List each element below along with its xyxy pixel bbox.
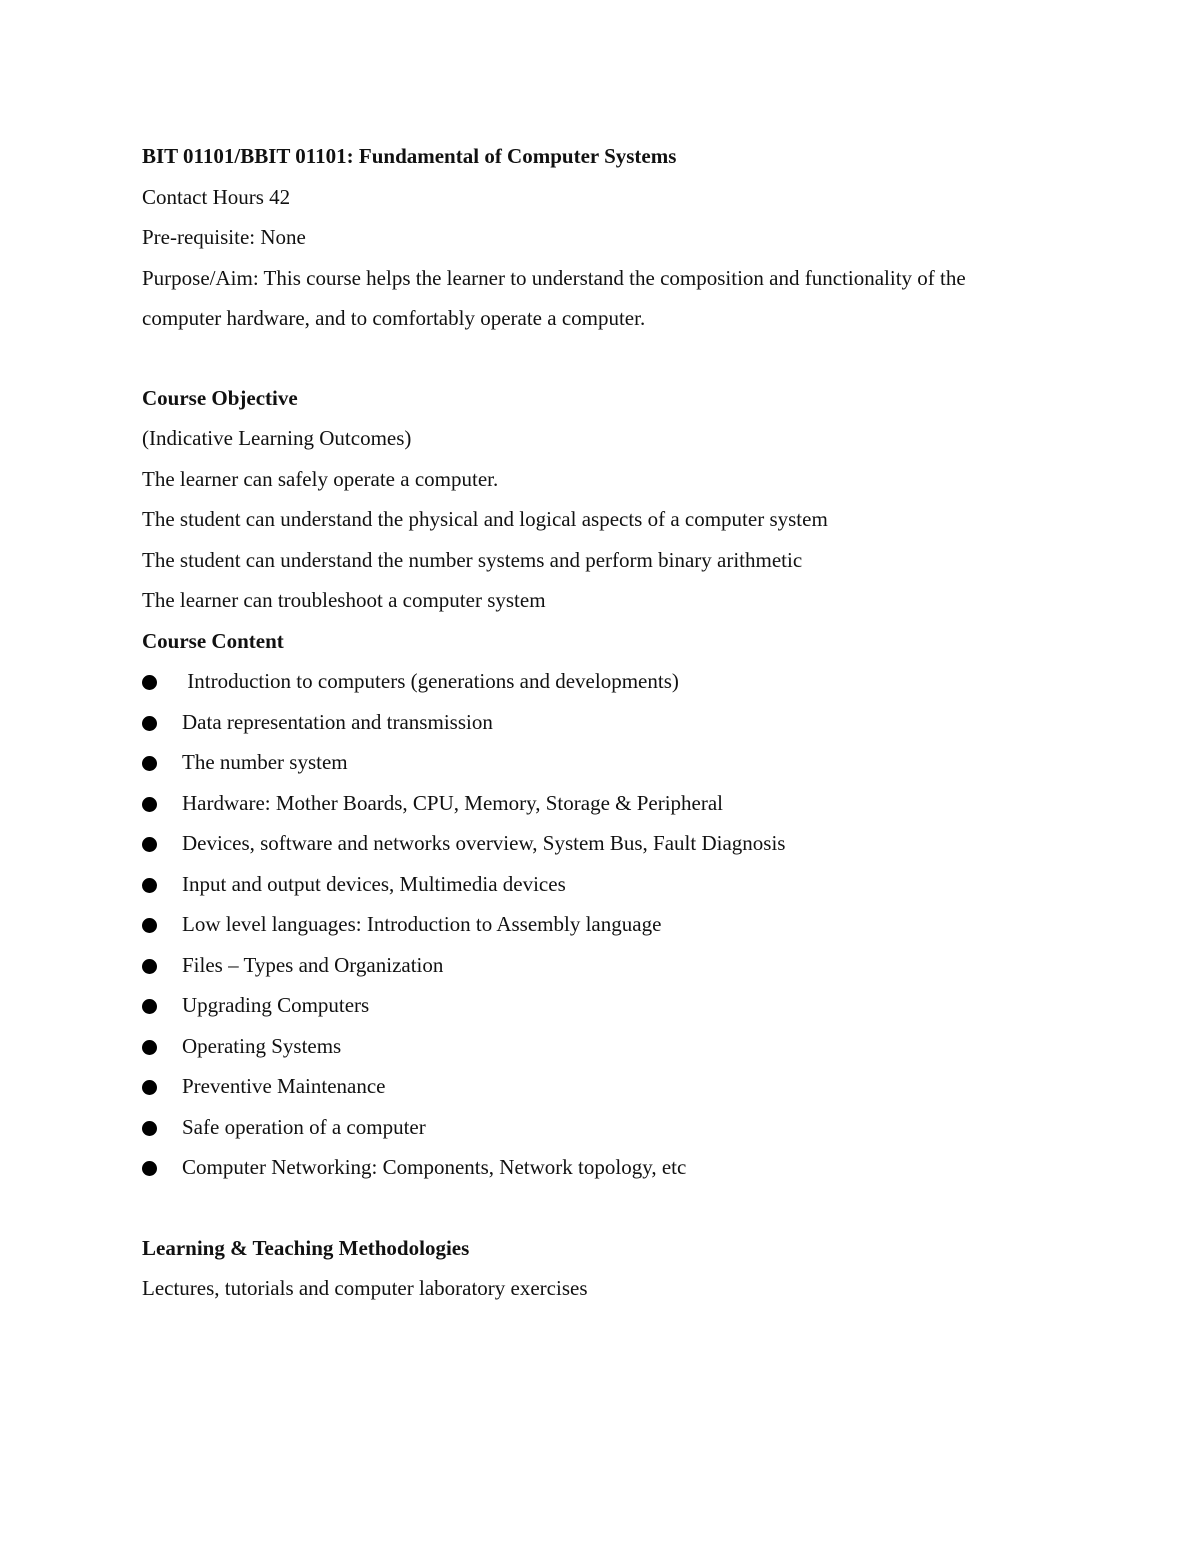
list-item-text: Safe operation of a computer <box>182 1114 426 1139</box>
list-item-text: Hardware: Mother Boards, CPU, Memory, Storage & Peripheral <box>182 790 724 815</box>
methodologies-text: Lectures, tutorials and computer laboratory exercises <box>142 1276 588 1300</box>
list-item <box>142 1030 1102 1071</box>
objective-subheading: (Indicative Learning Outcomes) <box>142 426 412 450</box>
content-heading: Course Content <box>142 628 284 653</box>
methodologies-heading: Learning & Teaching Methodologies <box>142 1235 470 1260</box>
list-item <box>142 868 1102 909</box>
list-item-text: Data representation and transmission <box>182 709 493 734</box>
list-item-text: Low level languages: Introduction to Assembly language <box>182 912 662 936</box>
bullet-icon <box>142 959 157 974</box>
prerequisite: Pre-requisite: None <box>142 225 306 249</box>
list-item-text: Preventive Maintenance <box>182 1074 386 1098</box>
list-item <box>142 706 1102 747</box>
bullet-icon <box>142 716 157 731</box>
list-item-text: Upgrading Computers <box>182 993 370 1017</box>
section-gap <box>142 1192 1102 1232</box>
bullet-icon <box>142 999 157 1014</box>
list-item-text: Operating Systems <box>182 1033 342 1058</box>
section-gap <box>142 342 1102 382</box>
bullet-icon <box>142 878 157 893</box>
course-title: BIT 01101/BBIT 01101: Fundamental of Computer Systems <box>142 144 677 168</box>
list-item <box>142 746 1102 787</box>
list-item <box>142 827 1102 868</box>
bullet-icon <box>142 1161 157 1176</box>
list-item <box>142 1151 1102 1192</box>
list-item <box>142 908 1102 949</box>
contact-hours: Contact Hours 42 <box>142 184 291 209</box>
bullet-icon <box>142 837 157 852</box>
list-item <box>142 989 1102 1030</box>
list-item-text: Introduction to computers (generations and developments) <box>182 669 679 693</box>
objective-item: The learner can troubleshoot a computer system <box>142 588 546 612</box>
list-item <box>142 949 1102 990</box>
list-item <box>142 665 1102 706</box>
list-item-text: Files – Types and Organization <box>182 952 444 977</box>
bullet-icon <box>142 756 157 771</box>
list-item-text: The number system <box>182 750 348 774</box>
list-item-text: Devices, software and networks overview, System Bus, Fault Diagnosis <box>182 831 786 855</box>
list-item-text: Computer Networking: Components, Network topology, etc <box>182 1155 687 1179</box>
document-page <box>142 140 1102 1313</box>
list-item-text: Input and output devices, Multimedia devices <box>182 871 566 896</box>
bullet-icon <box>142 675 157 690</box>
bullet-icon <box>142 1080 157 1095</box>
objective-item: The student can understand the number systems and perform binary arithmetic <box>142 547 803 572</box>
bullet-icon <box>142 1121 157 1136</box>
list-item <box>142 787 1102 828</box>
bullet-icon <box>142 918 157 933</box>
objective-item: The student can understand the physical and logical aspects of a computer system <box>142 507 828 531</box>
bullet-icon <box>142 1040 157 1055</box>
content-list <box>142 665 1102 1192</box>
purpose-paragraph: Purpose/Aim: This course helps the learner to understand the composition and functionality of the computer hardware, and to comfortably operate a computer. <box>142 265 966 330</box>
bullet-icon <box>142 797 157 812</box>
list-item <box>142 1070 1102 1111</box>
list-item <box>142 1111 1102 1152</box>
objective-heading: Course Objective <box>142 385 298 410</box>
objective-item: The learner can safely operate a computer. <box>142 466 499 491</box>
